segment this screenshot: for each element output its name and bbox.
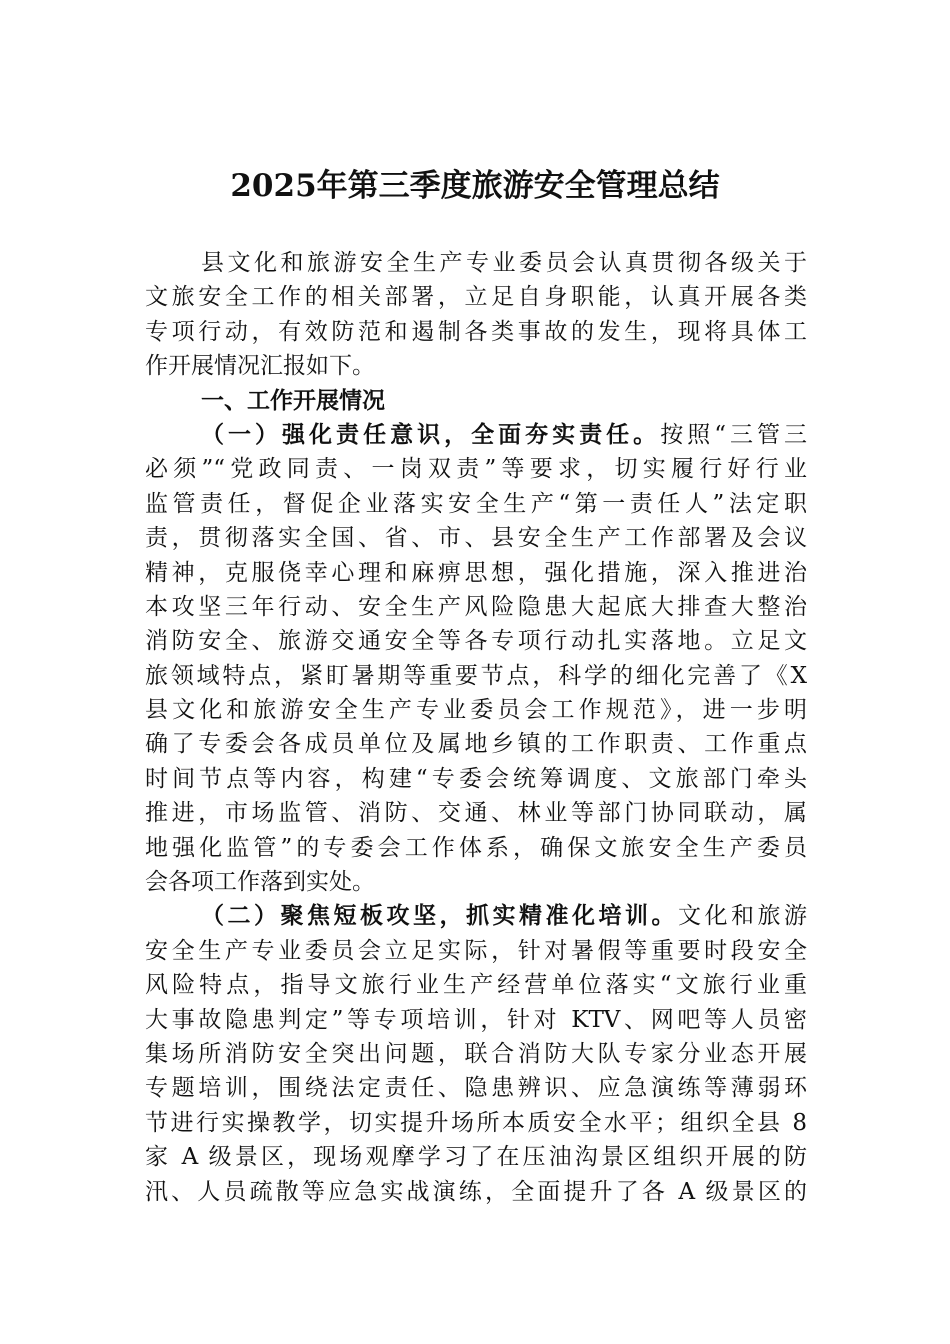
text-line: 时间节点等内容，构建“专委会统筹调度、文旅部门牵头 (145, 765, 807, 792)
item-2-lead: （二）聚焦短板攻坚，抓实精准化培训。 (201, 902, 678, 930)
text-line: 县文化和旅游安全生产专业委员会工作规范》，进一步明 (145, 697, 807, 724)
text-line: 地强化监管”的专委会工作体系，确保文旅安全生产委员 (145, 834, 807, 861)
text-line: 县文化和旅游安全生产专业委员会认真贯彻各级关于 (201, 250, 807, 276)
text-line (145, 899, 807, 933)
text-line: 节进行实操教学，切实提升场所本质安全水平；组织全县 8 (145, 1109, 807, 1136)
text-line: 风险特点，指导文旅行业生产经营单位落实“文旅行业重 (145, 972, 807, 999)
text-line: 汛、人员疏散等应急实战演练，全面提升了各 A 级景区的 (145, 1178, 807, 1205)
text-line: 家 A 级景区，现场观摩学习了在压油沟景区组织开展的防 (145, 1144, 807, 1171)
text-line: 监管责任，督促企业落实安全生产“第一责任人”法定职 (145, 490, 807, 517)
text-line: 会各项工作落到实处。 (145, 869, 375, 896)
text-line: 集场所消防安全突出问题，联合消防大队专家分业态开展 (145, 1040, 807, 1067)
item-1-lead: （一）强化责任意识，全面夯实责任。 (201, 420, 661, 448)
text-line: 旅领域特点，紧盯暑期等重要节点，科学的细化完善了《X (145, 662, 807, 689)
document-body (145, 246, 807, 1209)
section-heading: 一、工作开展情况 (201, 387, 385, 414)
text-line: 必须”“党政同责、一岗双责”等要求，切实履行好行业 (145, 456, 807, 483)
item-2-first-line-rest: 文化和旅游 (678, 903, 807, 930)
item-2-paragraph (145, 899, 807, 1209)
text-line: 专题培训，围绕法定责任、隐患辨识、应急演练等薄弱环 (145, 1075, 807, 1102)
text-line: 精神，克服侥幸心理和麻痹思想，强化措施，深入推进治 (145, 559, 807, 586)
text-line: 推进，市场监管、消防、交通、林业等部门协同联动，属 (145, 800, 807, 827)
text-line: 本攻坚三年行动、安全生产风险隐患大起底大排查大整治 (145, 593, 807, 620)
text-line: 大事故隐患判定”等专项培训，针对 KTV、网吧等人员密 (145, 1006, 807, 1033)
text-line: 作开展情况汇报如下。 (145, 353, 375, 380)
text-line: 专项行动，有效防范和遏制各类事故的发生，现将具体工 (145, 318, 807, 345)
text-line: 文旅安全工作的相关部署，立足自身职能，认真开展各类 (145, 284, 807, 311)
item-1-first-line-rest: 按照“三管三 (660, 421, 807, 448)
text-line: 消防安全、旅游交通安全等各专项行动扎实落地。立足文 (145, 628, 807, 655)
item-1-paragraph (145, 418, 807, 899)
text-line: 责，贯彻落实全国、省、市、县安全生产工作部署及会议 (145, 525, 807, 552)
text-line: 确了专委会各成员单位及属地乡镇的工作职责、工作重点 (145, 731, 807, 758)
text-line (145, 418, 807, 452)
document-title: 2025年第三季度旅游安全管理总结 (230, 168, 720, 204)
intro-paragraph (145, 246, 807, 384)
text-line: 安全生产专业委员会立足实际，针对暑假等重要时段安全 (145, 937, 807, 964)
